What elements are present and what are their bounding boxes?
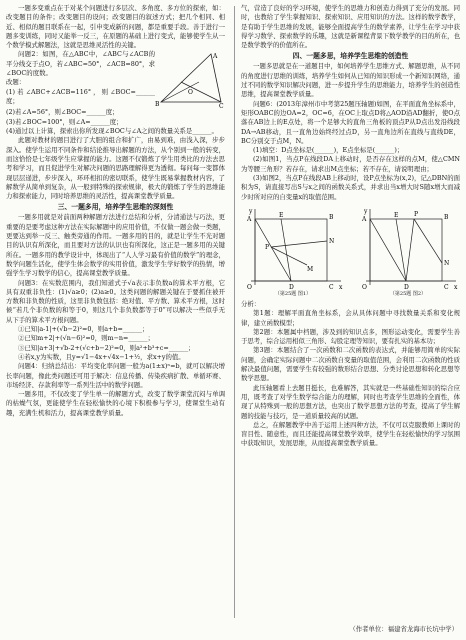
problem3-q3: ③已知|a+3|+√b-2+(√c+b−2)²=0，则a²+b³+c=______；	[18, 343, 195, 352]
triangle-label-o: O	[188, 89, 193, 97]
problem3-q1: ①已知|a-1|+(√b−2)²=0，则a+b=______；	[18, 325, 149, 334]
left-column	[6, 4, 225, 418]
fig2-label-x: x	[454, 283, 458, 291]
figure-1-graph	[241, 205, 345, 291]
fig1-label-e: E	[279, 211, 284, 219]
author-affiliation: （作者单位：福建省龙海市长坑中学）	[349, 625, 458, 633]
figure-1-caption: （第25题 图1）	[274, 290, 312, 297]
variants-label: 改题：	[6, 78, 26, 87]
analysis-3: 第3题：本题结合了一次函数和二次函数的表达式，并能够用简单的实际问题，会确定实际问题中二次函数自变量的取值范围，会利用二次函数的性质解决最值问题，需要学生有较强的数形结合思想、分类讨论思想和转化思想等数学思想。	[241, 346, 460, 383]
fig1-label-b: B	[329, 213, 334, 221]
figure-2-graph	[356, 205, 460, 291]
fig1-label-n: N	[329, 237, 335, 245]
figure-1	[241, 205, 345, 298]
fig2-label-n: N	[444, 259, 450, 267]
section3-paragraph: 一题多用就是对前面两种解题方法进行总结和分析，分清通法与巧法，更重要的是要考虑这种方法在实际解题中的应用价值，不仅做一题会做一类题，更要达到举一反三、触类旁通的作用。一题多用的目的，就是让学生不光对题目的认识有所深化，而且要对方法的认识也有所深化，这正是一题多用的关键所在。一题多用的教学设计中，体现出了“人人学习最有价值的数学”的理念，数学问题生活化，使学生体会数学的实用价值，激发学生学好数学的热情，增强学生学习数学的信心，提高课堂教学质量。	[6, 213, 225, 278]
variant-4: (4)通过以上计算，探索出你所发现∠BOC与∠A之间的数量关系是______。	[6, 127, 218, 136]
fig2-label-p: P	[414, 210, 419, 218]
problem3-text: 问题3：在实数范围内，我们知道式子√a表示非负数a的算术平方根，它具有双重非负性：(1)√a≥0；(2)a≥0。这类问题的解题关键在于要抓住被开方数和非负数的性质，这里非负数包括：绝对值、平方数、算术平方根，这时候“若几个非负数的和等于0，则这几个非负数都等于0”可以解决一些似乎无从下手的算术平方根问题。	[6, 278, 225, 324]
summary-paragraph-2: 总之，在解题教学中善于运用上述四种方法，不仅可以克服教师上课时的盲目性、随意性，而且还能提高课堂教学效率，使学生在轻松愉快的学习氛围中获取知识，发展思维，从而提高课堂教学质量。	[241, 420, 460, 448]
figure-2-caption: （第25题 图2）	[389, 290, 427, 297]
variant-3: (3)若∠BOC=100°，则∠A=______度；	[6, 117, 123, 126]
fig1-label-y: y	[249, 207, 253, 215]
closing-left-paragraph: 一题多用，不仅改变了学生单一的解题方式，改变了数学课堂沉闷与单调的枯燥气氛，更能使学生在轻松愉快的心境下积极参与学习，使课堂生动有趣，充满生机和活力，提高课堂教学质量。	[6, 390, 225, 417]
figure-2	[356, 205, 460, 298]
problem2-text: 问题2：如图，在△ABC中，∠ABC与∠ACB的平分线交于点O，若∠ABC=50°，∠ACB=80°，求∠BOC的度数。	[6, 50, 155, 78]
fig1-label-o: O	[247, 283, 252, 291]
analysis-title: 分析：	[241, 299, 261, 308]
fig2-label-c: C	[444, 283, 449, 291]
section4-paragraph: 一题多思就是在一道题目中，如何培养学生思维方式、解题思维，从不同的角度进行思维的训练，培养学生如何从已知的知识形成一个新知识网络，通过不同的数学知识解决问题，进一步提升学生的思维能力，培养学生的创造性思维，提高课堂教学质量。	[241, 62, 460, 99]
fig2-label-a: A	[362, 215, 367, 223]
variant-1: (1)若∠ABC+∠ACB=116°，则∠BOC=______度；	[6, 87, 155, 105]
triangle-label-a: A	[213, 53, 218, 61]
intro-paragraph: 一题多变重点在于对某个问题进行多层次、多角度、多方位的探索，如：改变题目的条件；改变题目的设问；改变题目的叙述方式；把几个相同、相近、相似的题目联系在一起，引申变成新的问题，都是重要手段。善于进行一题多变训练，同时又能举一反三，在原题的基础上进行变式，能够使学生从一个数学模式解题法，这就是思维灵活性的关键。	[6, 4, 225, 50]
section3-title: 三、一题多用，培养学生思维的深刻性	[57, 203, 174, 212]
triangle-label-b: B	[155, 101, 160, 109]
fig1-label-m: M	[307, 265, 314, 273]
fig2-label-d: D	[404, 283, 409, 291]
extend-paragraph: 此题对教材的题目进行了大胆的组合和扩广，由易到难，由浅入深，步步深入。使学生运用不同条件和结论推导出解题的方法，从个别到一般的转变，而这恰恰是七年级学生应掌握的能力。这题不仅锻炼了学生用类比的方法去思考和学习，而且促进学生对解决问题的思路理解得更为透彻。每问每一变都体现层层递进，步步深入，环环相扣的密切联系，使学生既易掌握教材内容，了解数学从简单到复杂，从一般到特殊的探索规律，极大的锻炼了学生的思维能力和探索能力，同时培养思维的灵活性，提高课堂教学质量。	[6, 136, 225, 201]
fig1-label-x: x	[339, 283, 343, 291]
triangle-figure	[155, 50, 225, 108]
fig2-label-o: O	[362, 283, 367, 291]
column-divider	[234, 6, 235, 618]
analysis-2: 第2题：本题属中档题，涉及到的知识点多，图形运动变化，需要学生善于思考，综合运用相似三角形、勾股定理等知识，要有扎实的基本功；	[241, 327, 460, 346]
fig1-label-d: D	[289, 283, 294, 291]
coordinate-figures	[241, 205, 460, 298]
fig2-label-e: E	[394, 211, 399, 219]
continued-paragraph: 气，营造了良好的学习环境，使学生的思维力和创造力得到了充分的发展。同时，也教给了学生掌握知识、探索知识、应用知识的方法。这样的数学教学，是有助于学生思维的发展，能够全面提高学生的数学素养，让学生在学习中获得学习数学、探索数学的乐趣，这就是新课程背景下数学教学的目的所在，也是数学教学的价值所在。	[241, 4, 460, 50]
problem6-q3: (3)如图2，当点P在线段AB上移动时，设P点坐标为(x,2)，记△DBN的面积为S，请直接写出S与x之间的函数关系式，并求出当x增大时S随x增大而减少时所对应的自变量x的取值范围。	[241, 174, 460, 201]
summary-paragraph-1: 此压轴题看上去题目挺长，也难解答，其实就是一些基础性知识的综合应用，既考查了对学生数学综合能力的理解，同时也考查学生思维的全面性，体现了从特殊到一般的思想方法，也突出了数学思想方法的考查，提高了学生解题的技能与技巧，是一道质量较高的试题。	[241, 383, 460, 420]
fig1-label-p: P	[265, 243, 270, 251]
problem6-q2: (2)如图1，当点P在线段DA上移动时，是否存在这样的点M，使△CMN为等腰三角形？若存在，请求出M点坐标；若不存在，请说明理由；	[241, 155, 460, 173]
problem4-paragraph: 问题4：归纳总结出：平均变化率问题一般为a(1±x)ⁿ=b，就可以解决增长率问题，像此类问题还可用于解决：信息传播、传染疾病扩散、单循环赛、市场经济、存款利率等一系列生活中的数学问题。	[6, 362, 225, 389]
fig2-label-y: y	[364, 207, 368, 215]
section4-title: 四、一题多思，培养学生思维的创造性	[292, 52, 409, 61]
problem2-block	[6, 50, 225, 108]
analysis-1: 第1题：理解平面直角坐标系，会从具体问题中寻找数量关系和变化规律，建立函数模型；	[241, 309, 460, 327]
fig1-label-c: C	[329, 283, 334, 291]
triangle-label-c: C	[219, 103, 224, 109]
variant-2: (2)若∠A=56°，则∠BOC=______度；	[6, 108, 119, 117]
problem3-q2: ②已知m+2|+(√n−6)²=0，则m−n=______；	[18, 334, 154, 343]
problem3-q4: ④若x,y为实数，且y=√1−4x+√4x−1+½，求x+y的值。	[18, 352, 185, 361]
fig1-label-a: A	[247, 215, 252, 223]
problem6-q1: (1)填空：D点坐标是(______)，E点坐标是(______)；	[253, 146, 404, 155]
fig2-label-b: B	[444, 213, 449, 221]
problem6-text: 问题6：(2013年漳州市中考第25题压轴题)如图，在平面直角坐标系中，矩形OABC的边OA=2，OC=6，在OC上取点D将△AOD沿AD翻折，使O点落在AB边上的E点处，将一个足够大的直角三角板的顶点P从D点出发沿线段DA→AB移动，且一直角边始终经过点D，另一直角边所在直线与直线DE，BC分别交于点M，N。	[241, 99, 460, 145]
right-column	[241, 4, 460, 449]
